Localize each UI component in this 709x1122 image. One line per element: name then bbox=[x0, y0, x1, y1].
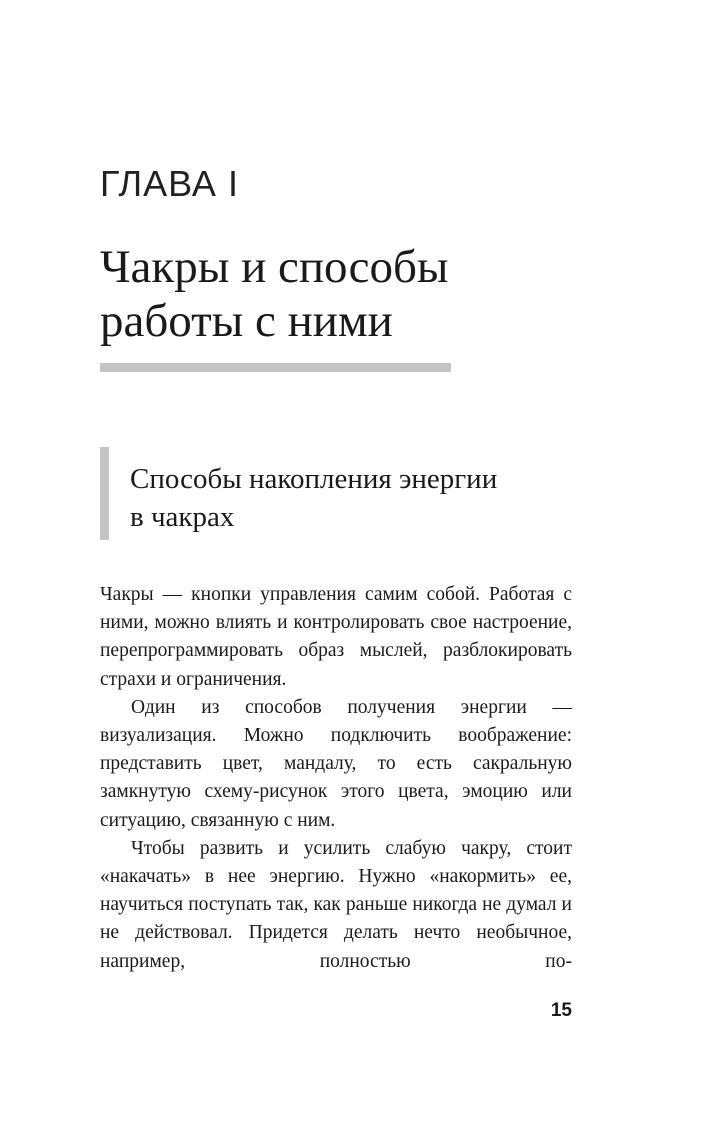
chapter-title-line: работы с ними bbox=[100, 295, 393, 347]
chapter-title-line: Чакры и способы bbox=[100, 241, 449, 293]
section-title bbox=[130, 460, 580, 536]
chapter-label: ГЛАВА I bbox=[100, 163, 239, 204]
body-text bbox=[100, 581, 572, 976]
chapter-title bbox=[100, 240, 570, 348]
page-number: 15 bbox=[550, 1000, 572, 1021]
paragraph: Чтобы развить и усилить слабую чакру, стоит «накачать» в нее энергию. Нужно «накормить» ее, научиться поступать так, как раньше никогда не думал и не действовал. Придется делать нечто необычное, например, полностью по- bbox=[100, 837, 572, 972]
title-divider bbox=[100, 363, 451, 372]
section-accent-bar bbox=[100, 447, 109, 540]
paragraph: Один из способов получения энергии — визуализация. Можно подключить воображение: представить цвет, мандалу, то есть сакральную замкнутую схему-рисунок этого цвета, эмоцию или ситуацию, связанную с ним. bbox=[100, 696, 572, 831]
section-title-line: в чакрах bbox=[130, 501, 235, 533]
paragraph: Чакры — кнопки управления самим собой. Работая с ними, можно влиять и контролировать свое настроение, перепрограммировать образ мыслей, разблокировать страхи и ограничения. bbox=[100, 584, 572, 690]
section-title-line: Способы накопления энергии bbox=[130, 463, 498, 495]
